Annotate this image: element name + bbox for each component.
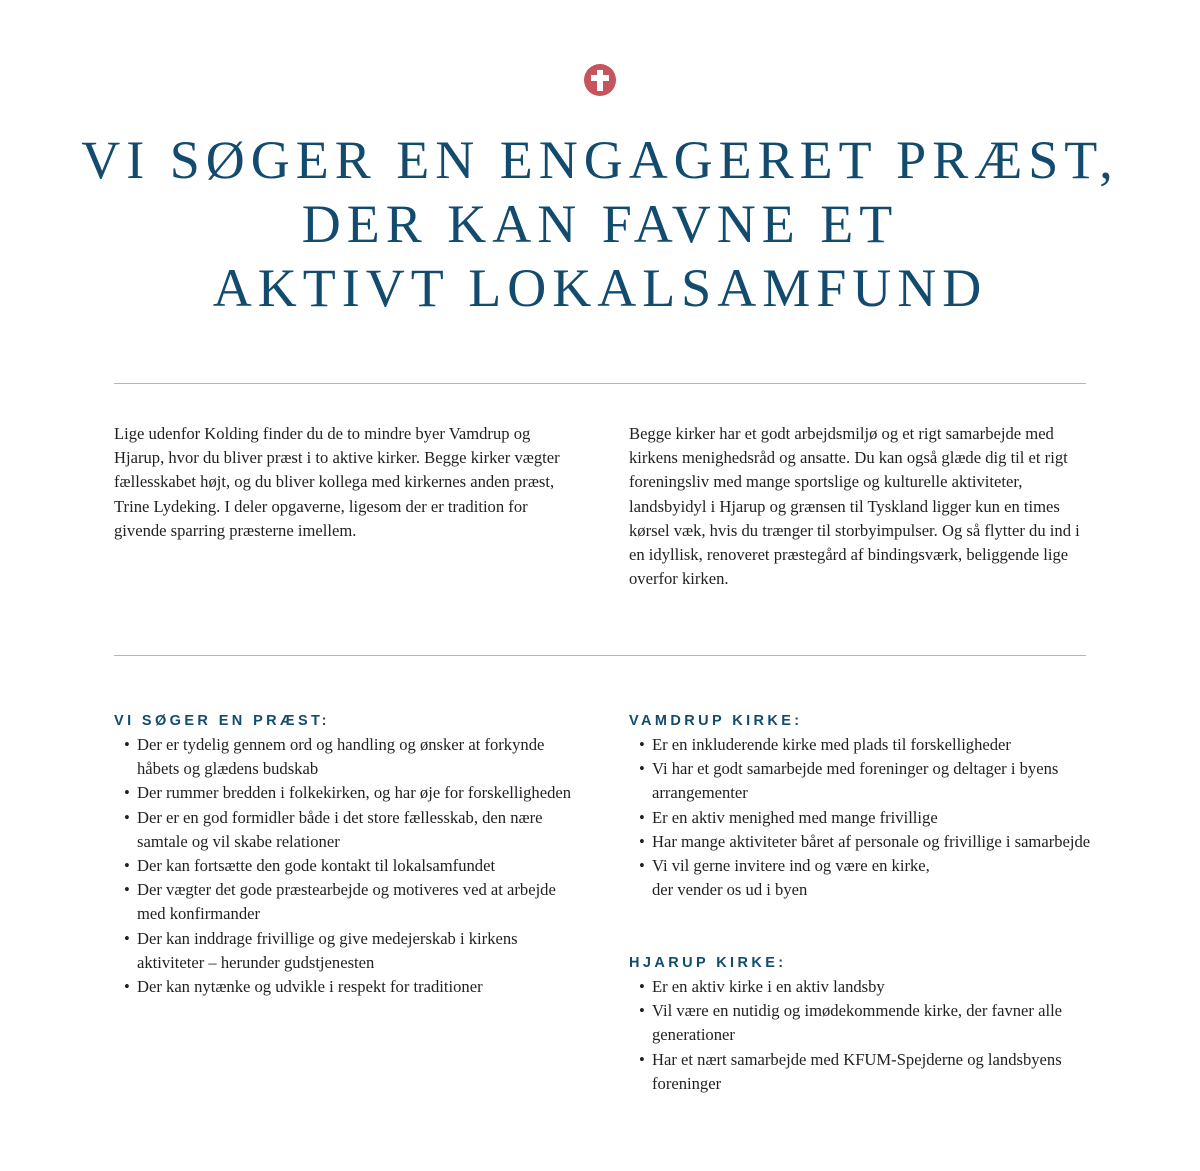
- page-title: [0, 128, 1200, 320]
- list-item: [629, 757, 1099, 805]
- list-item: [114, 781, 584, 805]
- list-item-text: Der kan nytænke og udvikle i respekt for traditioner: [137, 977, 483, 997]
- cross-icon: [584, 64, 616, 96]
- cross-icon-horizontal: [591, 75, 609, 81]
- list-item: [114, 733, 584, 781]
- divider: [114, 655, 1086, 656]
- list-item: [114, 806, 584, 854]
- bullet-icon: •: [639, 735, 645, 754]
- bullet-icon: •: [124, 977, 130, 997]
- list-item-text: Er en inkluderende kirke med plads til forskelligheder: [652, 735, 1011, 754]
- list-item-text: Der rummer bredden i folkekirken, og har øje for forskelligheden: [137, 783, 572, 803]
- list-item-text: Er en aktiv kirke i en aktiv landsby: [652, 977, 885, 996]
- divider: [114, 383, 1086, 384]
- list-item: [629, 830, 1099, 854]
- list-item-text: Der er en god formidler både i det store fællesskab, den nære samtale og vil skabe relationer: [137, 807, 543, 851]
- title-line: AKTIVT LOKALSAMFUND: [212, 258, 988, 318]
- section-heading: VAMDRUP KIRKE:: [629, 713, 803, 729]
- list-item-text: Vil være en nutidig og imødekommende kirke, der favner alle generationer: [652, 1001, 1063, 1045]
- list-item-text: Der kan fortsætte den gode kontakt til lokalsamfundet: [137, 856, 496, 876]
- bullet-icon: •: [124, 735, 130, 754]
- bullet-icon: •: [124, 880, 130, 900]
- list-item: [629, 975, 1099, 999]
- bullet-list: [114, 733, 584, 999]
- section-heading: HJARUP KIRKE:: [629, 955, 787, 971]
- section-heading: VI SØGER EN PRÆST:: [114, 713, 330, 729]
- list-item-text: Vi har et godt samarbejde med foreninger og deltager i byens arrangementer: [652, 759, 1059, 803]
- bullet-icon: •: [639, 759, 645, 779]
- bullet-icon: •: [639, 807, 645, 827]
- bullet-list: [629, 975, 1099, 1096]
- list-item: [114, 854, 584, 878]
- section-vamdrup-kirke: [629, 711, 1099, 902]
- list-item: [114, 878, 584, 926]
- title-line: DER KAN FAVNE ET: [301, 194, 899, 254]
- list-item: [629, 806, 1099, 830]
- bullet-icon: •: [124, 928, 130, 948]
- list-item-text: Er en aktiv menighed med mange frivillige: [652, 807, 938, 827]
- list-item: [629, 854, 1099, 902]
- bullet-icon: •: [124, 807, 130, 827]
- list-item-text: Der kan inddrage frivillige og give medejerskab i kirkens aktiviteter – herunder gudstjenesten: [137, 928, 518, 972]
- list-item: [629, 733, 1099, 757]
- bullet-icon: •: [639, 1049, 645, 1069]
- bullet-list: [629, 733, 1099, 902]
- bullet-icon: •: [124, 856, 130, 876]
- list-item-text: Har mange aktiviteter båret af personale og frivillige i samarbejde: [652, 831, 1091, 851]
- bullet-icon: •: [639, 1001, 645, 1021]
- bullet-icon: •: [124, 783, 130, 803]
- list-item: [114, 927, 584, 975]
- section-vi-soeger-en-praest: [114, 711, 584, 999]
- intro-paragraph-left: Lige udenfor Kolding finder du de to mindre byer Vamdrup og Hjarup, hvor du bliver præst i to aktive kirker. Begge kirker vægter fællesskabet højt, og du bliver kollega med kirkernes anden præst, Trine Lydeking. I deler opgaverne, ligesom der er tradition for givende sparring præsterne imellem.: [114, 424, 560, 540]
- list-item: [629, 1048, 1099, 1096]
- intro-paragraph-right: Begge kirker har et godt arbejdsmiljø og et rigt samarbejde med kirkens menighedsråd og ansatte. Du kan også glæde dig til et rigt foreningsliv med mange sportslige og kulturelle aktiviteter, landsbyidyl i Hjarup og grænsen til Tyskland ligger kun en times kørsel væk, hvis du trænger til storbyimpulser. Og så flytter du ind i en idyllisk, renoveret præstegård af bindingsværk, beliggende lige overfor kirken.: [629, 424, 1080, 589]
- list-item: [629, 999, 1099, 1047]
- list-item: [114, 975, 584, 999]
- list-item-text: Der er tydelig gennem ord og handling og ønsker at forkynde håbets og glædens budskab: [137, 735, 545, 779]
- section-hjarup-kirke: [629, 953, 1099, 1096]
- bullet-icon: •: [639, 856, 645, 876]
- list-item-text: Der vægter det gode præstearbejde og motiveres ved at arbejde med konfirmander: [137, 880, 556, 924]
- bullet-icon: •: [639, 831, 645, 851]
- bullet-icon: •: [639, 977, 645, 996]
- list-item-text: Har et nært samarbejde med KFUM-Spejderne og landsbyens foreninger: [652, 1049, 1062, 1093]
- list-item-text: Vi vil gerne invitere ind og være en kirke, der vender os ud i byen: [652, 856, 930, 900]
- title-line: VI SØGER EN ENGAGERET PRÆST,: [81, 130, 1119, 190]
